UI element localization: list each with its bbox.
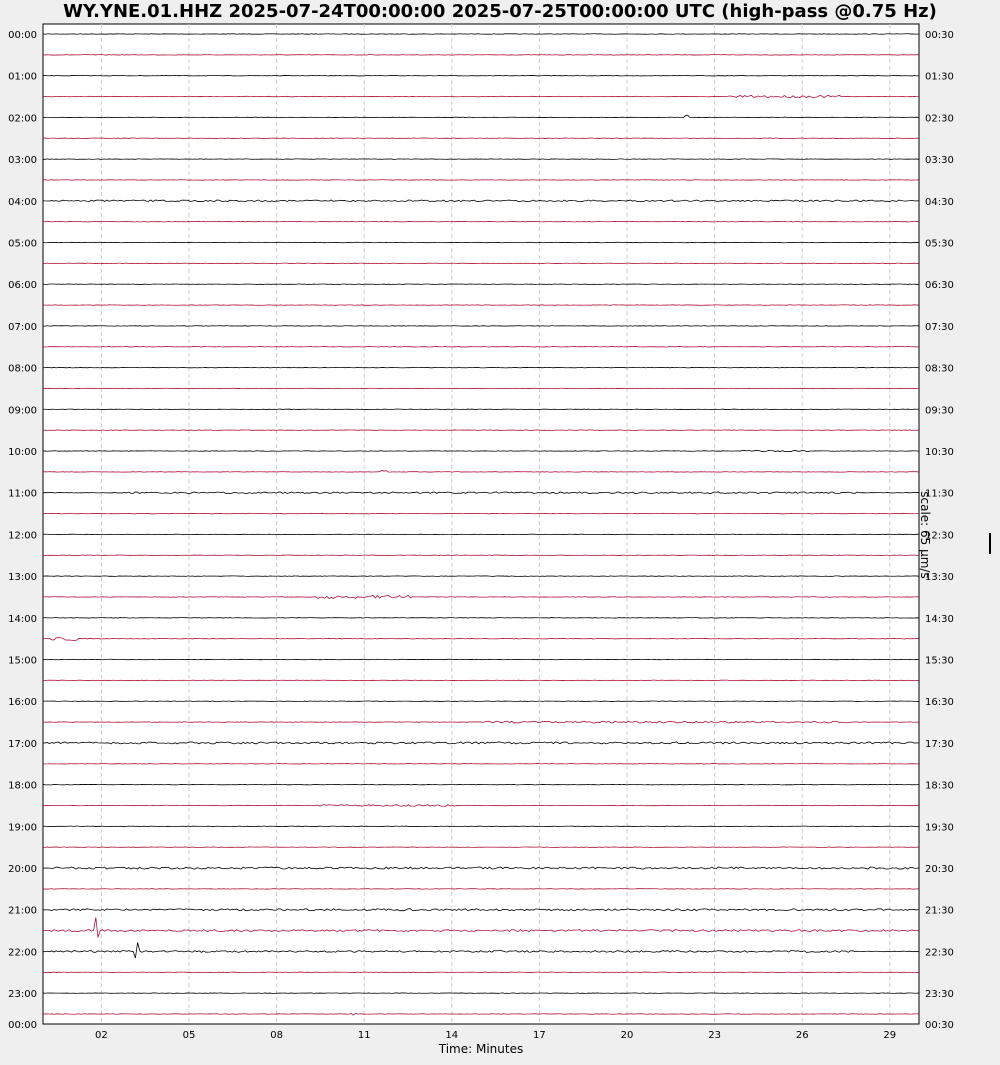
right-time-label: 09:30 <box>925 405 954 417</box>
right-time-label: 05:30 <box>925 238 954 250</box>
x-axis-label: Time: Minutes <box>438 1042 524 1056</box>
left-time-label: 16:00 <box>8 697 37 709</box>
right-time-label: 10:30 <box>925 447 954 459</box>
trace-row-hour <box>43 993 919 994</box>
left-time-label: 00:00 <box>8 1020 37 1031</box>
trace-row-half-hour <box>43 180 919 181</box>
right-time-label: 18:30 <box>925 780 954 792</box>
x-tick-label: 14 <box>445 1030 459 1041</box>
x-tick-label: 11 <box>357 1030 371 1041</box>
trace-row-half-hour <box>43 889 919 890</box>
left-time-label: 17:00 <box>8 738 37 750</box>
left-time-label: 19:00 <box>8 822 37 834</box>
left-time-label: 03:00 <box>8 155 37 167</box>
x-tick-label: 29 <box>883 1030 897 1041</box>
trace-row-half-hour <box>43 680 919 681</box>
right-time-label: 01:30 <box>925 71 954 83</box>
x-tick-label: 20 <box>620 1030 634 1041</box>
right-time-label: 21:30 <box>925 905 954 917</box>
right-time-label: 00:30 <box>925 30 954 41</box>
right-time-label: 14:30 <box>925 613 954 625</box>
left-time-label: 22:00 <box>8 947 37 959</box>
trace-row-hour <box>43 75 919 76</box>
x-tick-label: 17 <box>533 1030 546 1041</box>
right-time-label: 06:30 <box>925 280 954 292</box>
right-time-label: 00:30 <box>925 1020 954 1031</box>
trace-row-half-hour <box>43 388 919 389</box>
left-time-label: 01:00 <box>8 71 37 83</box>
right-time-label: 08:30 <box>925 363 954 375</box>
left-time-label: 12:00 <box>8 530 37 542</box>
scale-label: scale: 65 µm/s <box>918 491 932 579</box>
right-time-label: 02:30 <box>925 113 954 125</box>
left-time-label: 04:00 <box>8 196 37 208</box>
x-tick-label: 05 <box>182 1030 196 1041</box>
right-time-label: 22:30 <box>925 947 954 959</box>
right-time-label: 07:30 <box>925 321 954 333</box>
right-time-label: 12:30 <box>925 530 954 542</box>
x-tick-label: 08 <box>270 1030 283 1041</box>
right-time-label: 19:30 <box>925 822 954 834</box>
trace-row-hour <box>43 367 919 368</box>
right-time-label: 03:30 <box>925 155 954 167</box>
left-time-label: 11:00 <box>8 488 37 500</box>
left-time-label: 09:00 <box>8 405 37 417</box>
left-time-label: 02:00 <box>8 113 37 125</box>
right-time-label: 15:30 <box>925 655 954 667</box>
trace-row-half-hour <box>43 972 919 973</box>
left-time-label: 13:00 <box>8 572 37 584</box>
trace-row-half-hour <box>43 55 919 56</box>
left-time-label: 06:00 <box>8 280 37 292</box>
left-time-label: 21:00 <box>8 905 37 917</box>
left-time-label: 10:00 <box>8 447 37 459</box>
left-time-label: 15:00 <box>8 655 37 667</box>
right-time-label: 16:30 <box>925 697 954 709</box>
left-time-label: 23:00 <box>8 989 37 1001</box>
left-time-label: 08:00 <box>8 363 37 375</box>
trace-row-hour <box>43 34 919 35</box>
trace-row-hour <box>43 242 919 243</box>
trace-row-hour <box>43 618 919 619</box>
right-time-label: 17:30 <box>925 738 954 750</box>
trace-row-hour <box>43 409 919 410</box>
trace-row-half-hour <box>43 263 919 264</box>
trace-row-half-hour <box>43 847 919 848</box>
right-time-label: 04:30 <box>925 196 954 208</box>
trace-row-hour <box>43 576 919 577</box>
chart-title: WY.YNE.01.HHZ 2025-07-24T00:00:00 2025-07-25T00:00:00 UTC (high-pass @0.75 Hz) <box>63 1 937 22</box>
left-time-label: 00:00 <box>8 30 37 41</box>
left-time-label: 20:00 <box>8 864 37 876</box>
trace-row-hour <box>43 659 919 660</box>
left-time-label: 07:00 <box>8 321 37 333</box>
plot-area <box>43 24 919 1024</box>
right-time-label: 20:30 <box>925 864 954 876</box>
trace-row-hour <box>43 159 919 160</box>
right-time-label: 13:30 <box>925 572 954 584</box>
right-time-label: 23:30 <box>925 989 954 1001</box>
trace-row-half-hour <box>43 430 919 431</box>
trace-row-half-hour <box>43 221 919 222</box>
left-time-label: 05:00 <box>8 238 37 250</box>
left-time-label: 18:00 <box>8 780 37 792</box>
trace-row-hour <box>43 284 919 285</box>
x-tick-label: 23 <box>708 1030 721 1041</box>
trace-row-half-hour <box>43 764 919 765</box>
left-time-label: 14:00 <box>8 613 37 625</box>
x-tick-label: 26 <box>795 1030 809 1041</box>
right-time-label: 11:30 <box>925 488 954 500</box>
x-tick-label: 02 <box>95 1030 108 1041</box>
